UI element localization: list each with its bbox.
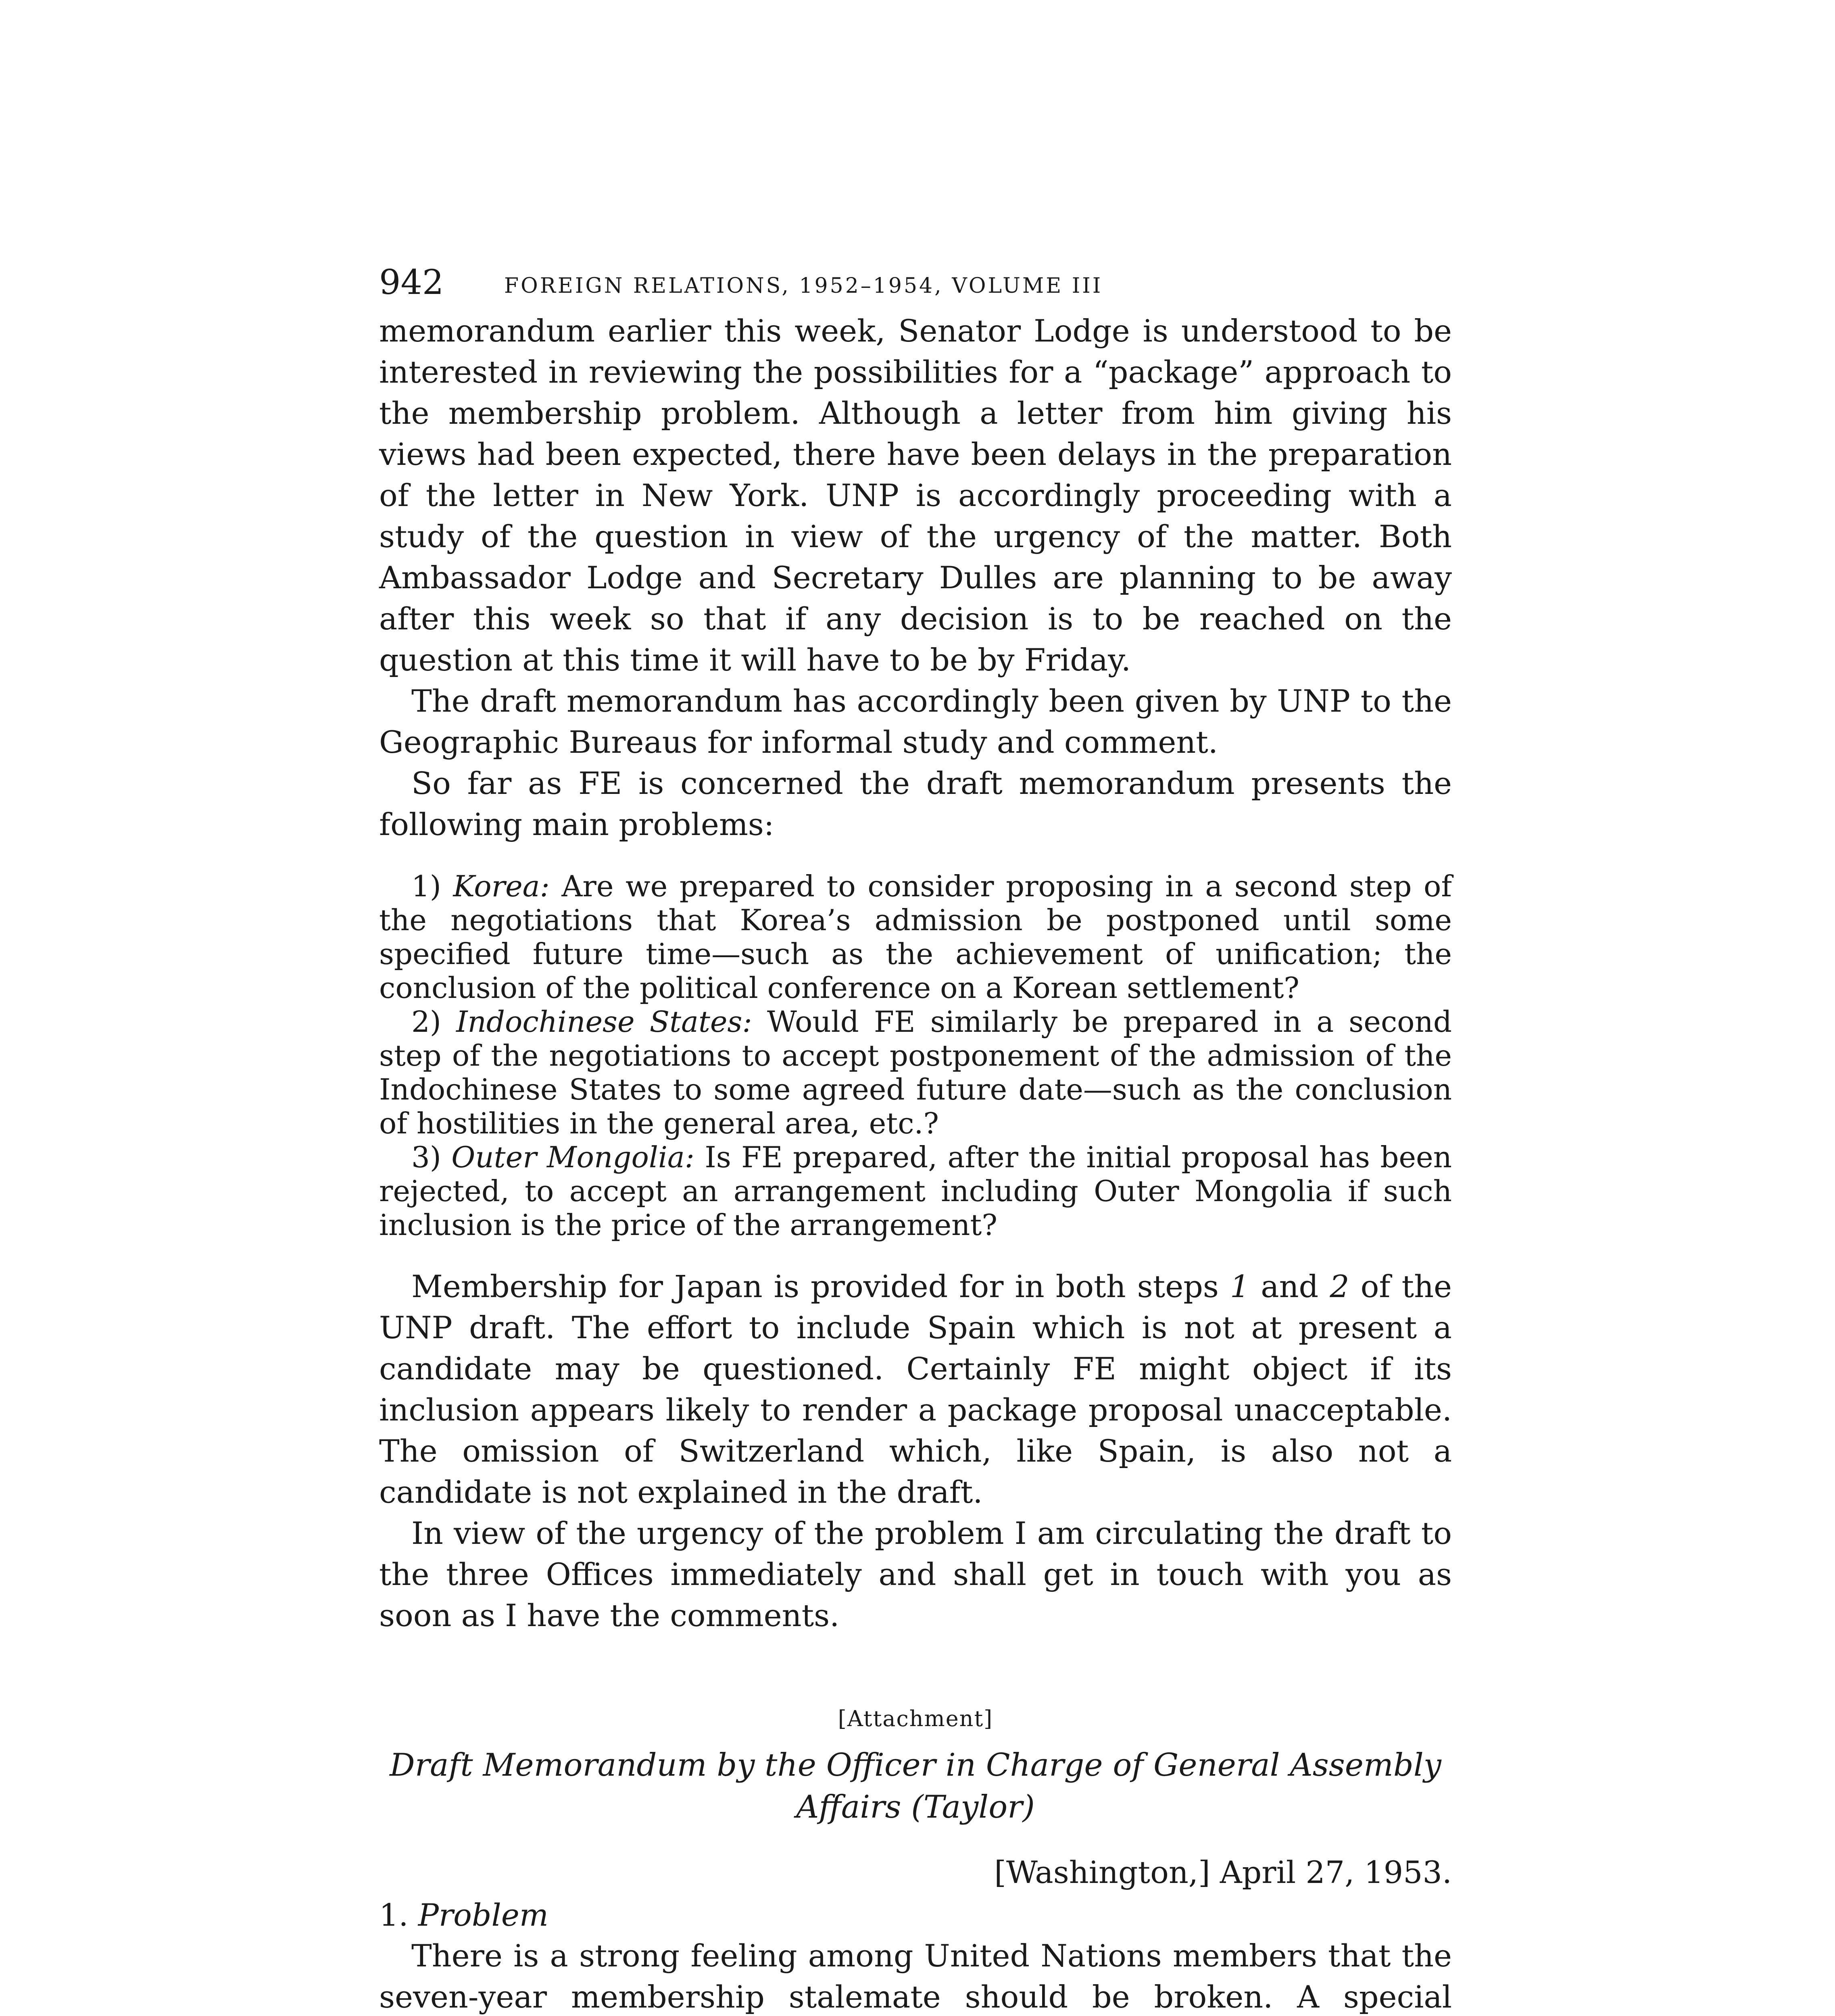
problem-text: Are we prepared to consider proposing in a second step of the negotiations that Korea’s admission be postponed until some specified future time—such as the achievement of unification; the conclusion of the political conference on a Korean settlement? xyxy=(379,869,1452,1005)
problem-number: 3) xyxy=(411,1140,441,1174)
document-page xyxy=(379,262,1452,2016)
step-1-ref: 1 xyxy=(1230,1268,1250,1304)
problem-label: Outer Mongolia: xyxy=(451,1140,695,1174)
section-paragraph: There is a strong feeling among United Nations members that the seven-year membership stalemate should be broken. A special xyxy=(379,1938,1452,2015)
problem-list xyxy=(379,869,1452,1242)
problem-number: 2) xyxy=(411,1005,441,1039)
body-paragraph-5: In view of the urgency of the problem I am circulating the draft to the three Offices immediately and shall get in touch with you as soon as I have the comments. xyxy=(379,1515,1452,1633)
problem-label: Korea: xyxy=(453,869,550,903)
running-title: FOREIGN RELATIONS, 1952–1954, VOLUME III xyxy=(504,274,1103,298)
problem-text: Is FE prepared, after the initial proposal has been rejected, to accept an arrangement including Outer Mongolia if such inclusion is the price of the arrangement? xyxy=(379,1140,1452,1242)
page-header xyxy=(379,262,1452,310)
section-number: 1. xyxy=(379,1897,409,1933)
page-number: 942 xyxy=(379,262,444,302)
body-paragraph-3: So far as FE is concerned the draft memorandum presents the following main problems: xyxy=(379,765,1452,842)
problem-item-indochinese-states xyxy=(379,1005,1452,1140)
attachment-title: Draft Memorandum by the Officer in Charge of General Assembly Affairs (Taylor) xyxy=(390,1747,1441,1825)
step-2-ref: 2 xyxy=(1330,1268,1349,1304)
section-title: Problem xyxy=(418,1897,548,1933)
problem-text: Would FE similarly be prepared in a second step of the negotiations to accept postponement of the admission of the Indochinese States to some agreed future date—such as the conclusion of hostilities in the general area, etc.? xyxy=(379,1005,1452,1140)
attachment-label: [Attachment] xyxy=(838,1706,993,1731)
body-paragraph-4: Membership for Japan is provided for in both steps 1 and 2 of the UNP draft. The effort to include Spain which is not at present a candidate may be questioned. Certainly FE might object if its inclusion appears likely to render a package proposal unacceptable. The omission of Switzerland which, like Spain, is also not a candidate is not explained in the draft. xyxy=(379,1268,1452,1510)
body-paragraph-1: memorandum earlier this week, Senator Lodge is understood to be interested in reviewing the possibilities for a “package” approach to the membership problem. Although a letter from him giving his views had been expected, there have been delays in the preparation of the letter in New York. UNP is accordingly proceeding with a study of the question in view of the urgency of the matter. Both Ambassador Lodge and Secretary Dulles are planning to be away after this week so that if any decision is to be reached on the question at this time it will have to be by Friday. xyxy=(379,313,1452,678)
problem-item-outer-mongolia xyxy=(379,1140,1452,1242)
problem-item-korea xyxy=(379,869,1452,1005)
body-paragraph-2: The draft memorandum has accordingly been given by UNP to the Geographic Bureaus for informal study and comment. xyxy=(379,683,1452,760)
section-heading xyxy=(379,1895,1452,1935)
problem-number: 1) xyxy=(411,869,441,903)
dateline: [Washington,] April 27, 1953. xyxy=(994,1854,1452,1890)
problem-label: Indochinese States: xyxy=(456,1005,752,1039)
